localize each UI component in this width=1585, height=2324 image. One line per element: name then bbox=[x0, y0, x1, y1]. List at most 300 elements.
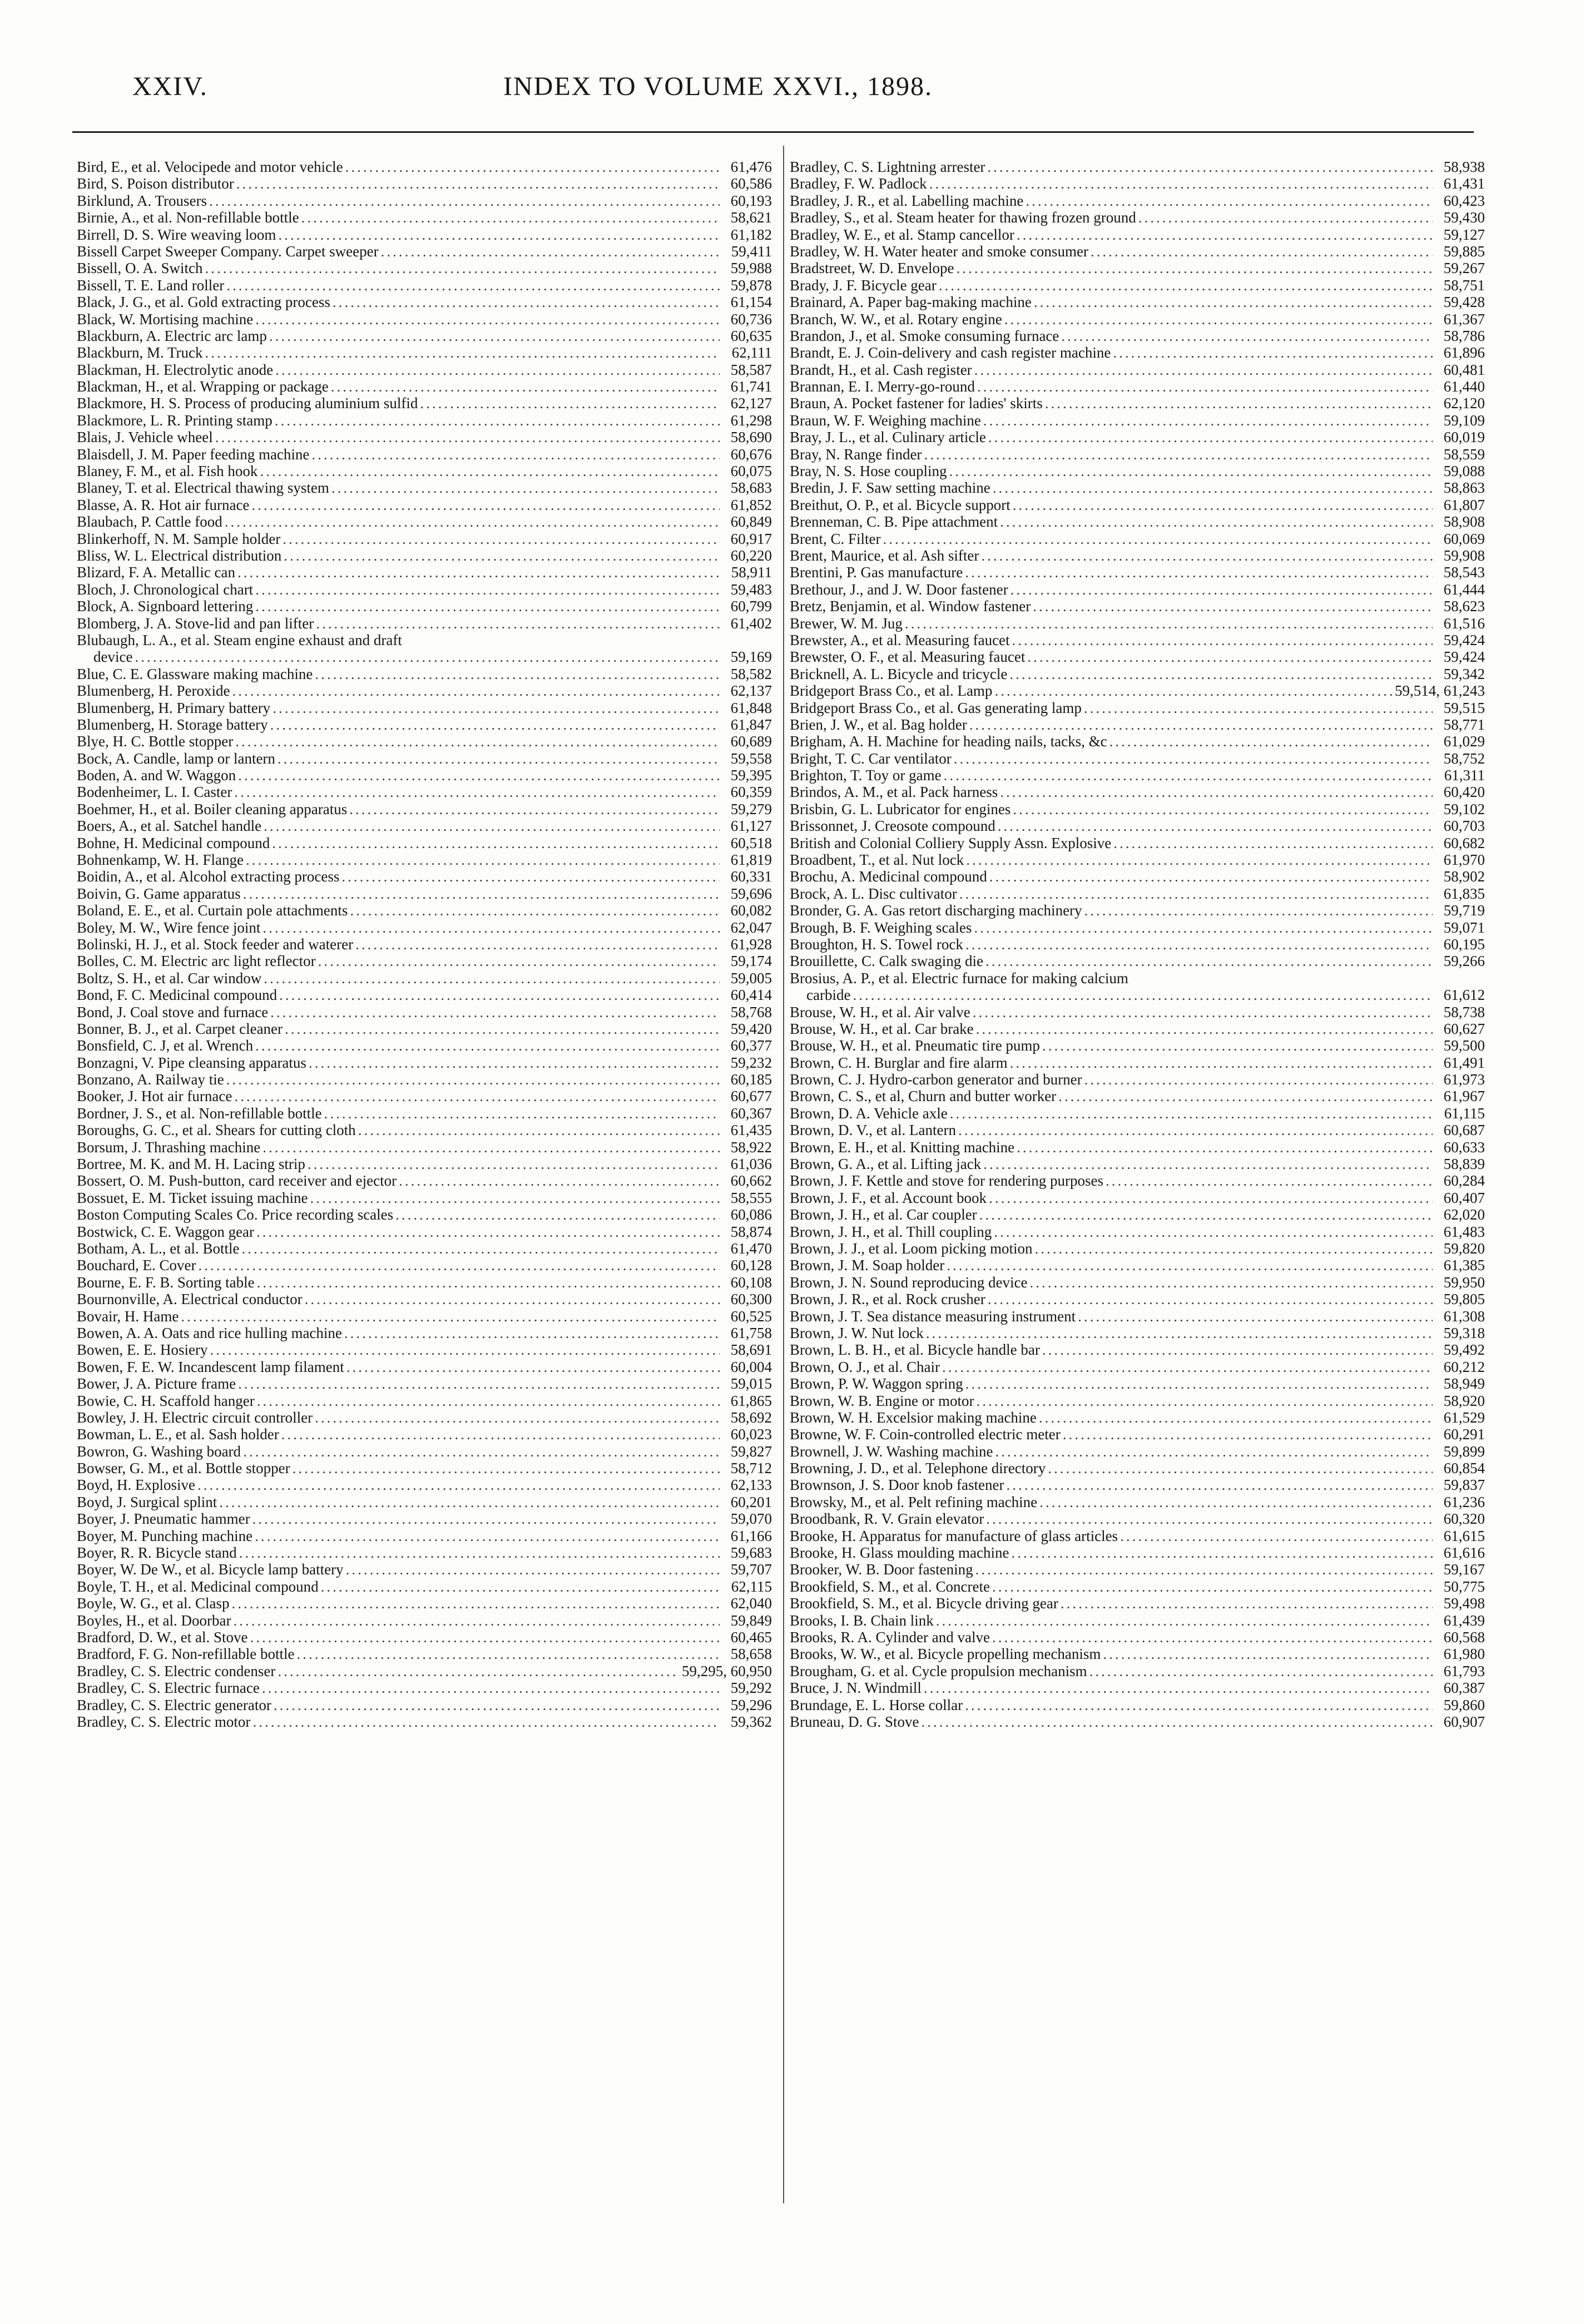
dot-leader bbox=[969, 716, 1433, 733]
entry-name: Birklund, A. Trousers bbox=[77, 192, 207, 209]
index-entry bbox=[77, 767, 772, 784]
index-entry bbox=[790, 1629, 1485, 1646]
dot-leader bbox=[924, 446, 1433, 463]
dot-leader bbox=[135, 648, 720, 665]
patent-number: 62,133 bbox=[730, 1476, 772, 1494]
index-entry bbox=[790, 817, 1485, 834]
index-entry bbox=[77, 733, 772, 750]
dot-leader bbox=[181, 1308, 720, 1325]
patent-number: 60,367 bbox=[730, 1104, 772, 1122]
entry-name: Bray, N. S. Hose coupling bbox=[790, 463, 947, 480]
dot-leader bbox=[1063, 1426, 1433, 1443]
entry-name: Blackmore, L. R. Printing stamp bbox=[77, 412, 273, 429]
patent-number: 60,193 bbox=[730, 192, 772, 209]
index-entry bbox=[790, 564, 1485, 581]
dot-leader bbox=[318, 953, 720, 969]
entry-name: Bissell, T. E. Land roller bbox=[77, 276, 225, 294]
patent-number: 60,736 bbox=[730, 310, 772, 328]
entry-name: Block, A. Signboard lettering bbox=[77, 598, 254, 615]
patent-number: 59,169 bbox=[730, 648, 772, 666]
dot-leader bbox=[966, 851, 1433, 868]
entry-name: Browsky, M., et al. Pelt refining machine bbox=[790, 1493, 1038, 1510]
index-entry bbox=[77, 700, 772, 716]
entry-name: Brewster, O. F., et al. Measuring faucet bbox=[790, 648, 1026, 666]
patent-number: 61,298 bbox=[730, 412, 772, 429]
dot-leader bbox=[1009, 666, 1433, 682]
dot-leader bbox=[949, 463, 1433, 479]
index-entry bbox=[790, 835, 1485, 851]
dot-leader bbox=[1029, 1274, 1433, 1291]
patent-number: 60,075 bbox=[730, 463, 772, 480]
patent-number: 58,691 bbox=[730, 1341, 772, 1359]
patent-number: 59,318 bbox=[1443, 1324, 1485, 1341]
patent-number: 61,758 bbox=[730, 1324, 772, 1341]
patent-number: 58,751 bbox=[1443, 276, 1485, 294]
patent-number: 60,682 bbox=[1443, 834, 1485, 851]
index-entry bbox=[77, 817, 772, 834]
index-entry bbox=[790, 328, 1485, 344]
dot-leader bbox=[219, 1494, 720, 1510]
entry-name: Bower, J. A. Picture frame bbox=[77, 1375, 236, 1393]
dot-leader bbox=[1084, 902, 1433, 919]
patent-number: 59,420 bbox=[730, 1020, 772, 1037]
index-entry bbox=[790, 615, 1485, 632]
index-entry bbox=[790, 953, 1485, 969]
dot-leader bbox=[1027, 648, 1433, 665]
dot-leader bbox=[256, 1223, 720, 1240]
dot-leader bbox=[285, 1020, 720, 1037]
entry-name: Blaisdell, J. M. Paper feeding machine bbox=[77, 445, 310, 463]
entry-name: Bird, E., et al. Velocipede and motor vehicle bbox=[77, 158, 343, 175]
patent-number: 59,860 bbox=[1443, 1696, 1485, 1713]
dot-leader bbox=[965, 1375, 1433, 1392]
entry-name: Bourne, E. F. B. Sorting table bbox=[77, 1274, 255, 1291]
patent-number: 59,295, 60,950 bbox=[682, 1662, 772, 1679]
entry-name: Brent, C. Filter bbox=[790, 530, 881, 547]
entry-name: Blomberg, J. A. Stove-lid and pan lifter bbox=[77, 615, 314, 632]
dot-leader bbox=[270, 1004, 720, 1020]
patent-number: 61,311 bbox=[1444, 767, 1485, 784]
patent-number: 59,719 bbox=[1443, 902, 1485, 919]
patent-number: 59,498 bbox=[1443, 1595, 1485, 1612]
index-entry bbox=[77, 970, 772, 987]
patent-number: 60,627 bbox=[1443, 1020, 1485, 1037]
entry-name: Brentini, P. Gas manufacture bbox=[790, 564, 963, 581]
patent-number: 59,500 bbox=[1443, 1037, 1485, 1054]
entry-name: Brooker, W. B. Door fastening bbox=[790, 1561, 973, 1578]
index-entry bbox=[77, 1646, 772, 1662]
index-entry bbox=[790, 801, 1485, 817]
index-entry bbox=[790, 1139, 1485, 1156]
index-entry bbox=[77, 1426, 772, 1443]
dot-leader bbox=[215, 429, 720, 445]
dot-leader bbox=[349, 801, 720, 817]
patent-number: 59,988 bbox=[730, 260, 772, 277]
patent-number: 60,284 bbox=[1443, 1172, 1485, 1190]
dot-leader bbox=[1089, 1663, 1433, 1679]
index-entry bbox=[77, 1156, 772, 1172]
index-entry bbox=[77, 716, 772, 733]
index-entry bbox=[790, 1037, 1485, 1054]
entry-name: Blackburn, A. Electric arc lamp bbox=[77, 327, 267, 344]
index-entry bbox=[790, 885, 1485, 902]
dot-leader bbox=[355, 936, 720, 953]
column-divider bbox=[783, 146, 784, 2203]
index-entry bbox=[77, 784, 772, 800]
index-entry bbox=[77, 463, 772, 479]
dot-leader bbox=[243, 1443, 720, 1460]
entry-name: Bond, F. C. Medicinal compound bbox=[77, 987, 278, 1004]
patent-number: 62,115 bbox=[731, 1578, 772, 1595]
entry-name: Blumenberg, H. Primary battery bbox=[77, 699, 271, 716]
index-entry bbox=[790, 429, 1485, 445]
entry-name: Bournonville, A. Electrical conductor bbox=[77, 1291, 303, 1308]
index-entry bbox=[790, 716, 1485, 733]
patent-number: 61,835 bbox=[1443, 885, 1485, 902]
patent-number: 61,385 bbox=[1443, 1257, 1485, 1274]
index-entry bbox=[77, 1223, 772, 1240]
patent-number: 58,908 bbox=[1443, 513, 1485, 531]
patent-number: 58,920 bbox=[1443, 1392, 1485, 1409]
dot-leader bbox=[1012, 632, 1433, 648]
dot-leader bbox=[264, 970, 720, 987]
dot-leader bbox=[237, 564, 720, 581]
index-entry bbox=[790, 463, 1485, 479]
index-column-left bbox=[77, 158, 772, 1730]
entry-name: Bouchard, E. Cover bbox=[77, 1257, 196, 1274]
index-entry bbox=[790, 1476, 1485, 1493]
dot-leader bbox=[197, 1476, 720, 1493]
dot-leader bbox=[350, 902, 720, 919]
dot-leader bbox=[998, 817, 1433, 834]
patent-number: 60,004 bbox=[730, 1358, 772, 1375]
entry-name: Broodbank, R. V. Grain elevator bbox=[790, 1510, 984, 1528]
patent-number: 60,414 bbox=[730, 987, 772, 1004]
index-entry bbox=[77, 598, 772, 615]
entry-name: Blaney, F. M., et al. Fish hook bbox=[77, 463, 258, 480]
dot-leader bbox=[344, 1325, 720, 1341]
index-entry bbox=[77, 158, 772, 175]
dot-leader bbox=[1017, 1139, 1433, 1156]
patent-number: 59,342 bbox=[1443, 665, 1485, 682]
entry-name: Boyer, R. R. Bicycle stand bbox=[77, 1544, 237, 1562]
patent-number: 59,827 bbox=[730, 1443, 772, 1460]
index-entry bbox=[77, 497, 772, 513]
index-entry bbox=[790, 497, 1485, 513]
dot-leader bbox=[965, 564, 1433, 581]
dot-leader bbox=[988, 429, 1433, 445]
dot-leader bbox=[1042, 1341, 1433, 1358]
patent-number: 58,621 bbox=[730, 209, 772, 226]
patent-number: 61,236 bbox=[1443, 1493, 1485, 1510]
dot-leader bbox=[255, 598, 720, 615]
patent-number: 59,071 bbox=[1443, 919, 1485, 936]
entry-name: Brown, J. M. Soap holder bbox=[790, 1257, 945, 1274]
dot-leader bbox=[345, 158, 720, 175]
patent-number: 61,516 bbox=[1443, 615, 1485, 632]
index-entry bbox=[77, 1257, 772, 1274]
patent-number: 58,863 bbox=[1443, 479, 1485, 497]
dot-leader bbox=[255, 1528, 720, 1544]
entry-name: Bradley, W. H. Water heater and smoke consumer bbox=[790, 242, 1088, 260]
patent-number: 61,154 bbox=[730, 294, 772, 311]
patent-number: 61,431 bbox=[1443, 175, 1485, 192]
index-entry bbox=[790, 361, 1485, 378]
entry-name: Brouse, W. H., et al. Car brake bbox=[790, 1020, 974, 1037]
patent-number: 61,470 bbox=[730, 1240, 772, 1257]
dot-leader bbox=[1103, 1646, 1433, 1662]
entry-name: Brookfield, S. M., et al. Bicycle driving gear bbox=[790, 1595, 1058, 1612]
dot-leader bbox=[1026, 192, 1433, 209]
header-rule bbox=[72, 131, 1474, 133]
entry-name: Brigham, A. H. Machine for heading nails, tacks, &c bbox=[790, 733, 1107, 750]
patent-number: 60,662 bbox=[730, 1172, 772, 1190]
dot-leader bbox=[341, 868, 720, 885]
dot-leader bbox=[950, 1105, 1433, 1122]
index-entry bbox=[77, 1393, 772, 1409]
patent-number: 61,928 bbox=[730, 935, 772, 953]
dot-leader bbox=[316, 615, 720, 632]
entry-name: Brown, J. F. Kettle and stove for rendering purposes bbox=[790, 1172, 1103, 1190]
patent-number: 59,805 bbox=[1443, 1291, 1485, 1308]
patent-number: 60,703 bbox=[1443, 817, 1485, 835]
index-entry bbox=[77, 1071, 772, 1088]
entry-name: Bonzano, A. Railway tie bbox=[77, 1071, 224, 1088]
entry-name: Bowman, L. E., et al. Sash holder bbox=[77, 1426, 279, 1443]
entry-name: Blumenberg, H. Storage battery bbox=[77, 716, 268, 733]
patent-number: 59,411 bbox=[731, 242, 772, 260]
dot-leader bbox=[995, 1443, 1433, 1460]
dot-leader bbox=[983, 412, 1433, 429]
entry-name: Bohnenkamp, W. H. Flange bbox=[77, 851, 244, 869]
index-entry bbox=[77, 1206, 772, 1223]
dot-leader bbox=[274, 1697, 720, 1713]
dot-leader bbox=[936, 1612, 1433, 1629]
dot-leader bbox=[283, 531, 720, 547]
entry-name: Boden, A. and W. Waggon bbox=[77, 767, 236, 784]
entry-name: Bostwick, C. E. Waggon gear bbox=[77, 1223, 255, 1240]
patent-number: 60,799 bbox=[730, 598, 772, 615]
dot-leader bbox=[278, 1663, 680, 1679]
index-entry bbox=[790, 1054, 1485, 1071]
entry-name: Boland, E. E., et al. Curtain pole attachments bbox=[77, 902, 348, 919]
patent-number: 61,127 bbox=[730, 817, 772, 835]
patent-number: 59,899 bbox=[1443, 1443, 1485, 1460]
entry-name: Brighton, T. Toy or game bbox=[790, 767, 942, 784]
patent-number: 62,127 bbox=[730, 395, 772, 412]
index-entry bbox=[77, 1291, 772, 1307]
entry-name: Brandt, H., et al. Cash register bbox=[790, 361, 972, 378]
index-entry bbox=[77, 1190, 772, 1206]
patent-number: 58,623 bbox=[1443, 598, 1485, 615]
entry-name: Bortree, M. K. and M. H. Lacing strip bbox=[77, 1156, 305, 1173]
entry-name: Bossuet, E. M. Ticket issuing machine bbox=[77, 1189, 308, 1206]
dot-leader bbox=[1000, 784, 1433, 800]
dot-leader bbox=[273, 700, 720, 716]
dot-leader bbox=[262, 919, 720, 936]
entry-name: Brown, W. H. Excelsior making machine bbox=[790, 1409, 1037, 1426]
entry-name: Broadbent, T., et al. Nut lock bbox=[790, 851, 964, 869]
patent-number: 60,518 bbox=[730, 834, 772, 851]
index-entry bbox=[77, 412, 772, 429]
entry-name: Blumenberg, H. Peroxide bbox=[77, 682, 230, 700]
entry-name: Bodenheimer, L. I. Caster bbox=[77, 784, 232, 801]
index-entry bbox=[790, 1443, 1485, 1460]
dot-leader bbox=[1042, 1037, 1433, 1054]
patent-number: 60,300 bbox=[730, 1291, 772, 1308]
entry-name: Brougham, G. et al. Cycle propulsion mechanism bbox=[790, 1662, 1087, 1679]
dot-leader bbox=[1013, 497, 1433, 513]
index-entry bbox=[77, 260, 772, 276]
entry-name: Brown, E. H., et al. Knitting machine bbox=[790, 1138, 1015, 1156]
patent-number: 58,559 bbox=[1443, 445, 1485, 463]
patent-number: 58,771 bbox=[1443, 716, 1485, 733]
index-entry bbox=[790, 784, 1485, 800]
index-entry bbox=[790, 1004, 1485, 1020]
entry-name: Birrell, D. S. Wire weaving loom bbox=[77, 226, 276, 243]
index-entry bbox=[790, 412, 1485, 429]
index-entry bbox=[790, 598, 1485, 615]
index-entry bbox=[790, 700, 1485, 716]
patent-number: 60,359 bbox=[730, 784, 772, 801]
entry-name: Brenneman, C. B. Pipe attachment bbox=[790, 513, 998, 531]
patent-number: 61,444 bbox=[1443, 581, 1485, 598]
dot-leader bbox=[243, 885, 720, 902]
entry-name: Brewster, A., et al. Measuring faucet bbox=[790, 631, 1010, 648]
patent-number: 61,896 bbox=[1443, 344, 1485, 361]
dot-leader bbox=[1061, 328, 1433, 344]
dot-leader bbox=[233, 1612, 720, 1629]
patent-number: 59,109 bbox=[1443, 412, 1485, 429]
dot-leader bbox=[1048, 1460, 1433, 1476]
index-entry bbox=[77, 328, 772, 344]
dot-leader bbox=[1004, 311, 1433, 328]
index-entry bbox=[77, 632, 772, 648]
index-entry bbox=[77, 1476, 772, 1493]
entry-name: Boley, M. W., Wire fence joint bbox=[77, 919, 261, 936]
patent-number: 59,296 bbox=[730, 1696, 772, 1713]
dot-leader bbox=[975, 1561, 1433, 1578]
index-entry bbox=[77, 429, 772, 445]
index-entry bbox=[77, 513, 772, 530]
entry-name: Bretz, Benjamin, et al. Window fastener bbox=[790, 598, 1031, 615]
dot-leader bbox=[853, 987, 1433, 1003]
index-entry bbox=[77, 209, 772, 226]
patent-number: 60,586 bbox=[730, 175, 772, 192]
index-entry bbox=[77, 1122, 772, 1138]
entry-name: Boyles, H., et al. Doorbar bbox=[77, 1612, 231, 1629]
entry-name: Boidin, A., et al. Alcohol extracting process bbox=[77, 868, 340, 885]
entry-name: Boivin, G. Game apparatus bbox=[77, 885, 241, 902]
entry-name: Brown, J. H., et al. Thill coupling bbox=[790, 1223, 992, 1240]
index-entry bbox=[790, 1426, 1485, 1443]
index-entry bbox=[790, 851, 1485, 868]
dot-leader bbox=[236, 175, 720, 192]
dot-leader bbox=[1084, 700, 1433, 716]
index-entry bbox=[790, 648, 1485, 665]
entry-name: Boyer, J. Pneumatic hammer bbox=[77, 1510, 250, 1528]
entry-name: Brewer, W. M. Jug bbox=[790, 615, 903, 632]
patent-number: 58,690 bbox=[730, 429, 772, 446]
dot-leader bbox=[983, 1156, 1433, 1172]
index-entry bbox=[790, 395, 1485, 412]
entry-name: Brooke, H. Glass moulding machine bbox=[790, 1544, 1009, 1562]
entry-name: Bowie, C. H. Scaffold hanger bbox=[77, 1392, 255, 1409]
index-entry bbox=[77, 1443, 772, 1460]
patent-number: 60,195 bbox=[1443, 935, 1485, 953]
entry-name: Bronder, G. A. Gas retort discharging machinery bbox=[790, 902, 1082, 919]
dot-leader bbox=[239, 1544, 720, 1561]
patent-number: 60,212 bbox=[1443, 1358, 1485, 1375]
dot-leader bbox=[965, 936, 1433, 953]
entry-name: Brown, J. T. Sea distance measuring instrument bbox=[790, 1307, 1076, 1325]
dot-leader bbox=[275, 412, 720, 429]
patent-number: 58,658 bbox=[730, 1646, 772, 1663]
entry-name: Boston Computing Scales Co. Price recording scales bbox=[77, 1206, 394, 1223]
index-entry bbox=[77, 192, 772, 209]
entry-name: Blubaugh, L. A., et al. Steam engine exhaust and draft bbox=[77, 631, 402, 648]
index-entry bbox=[790, 226, 1485, 243]
patent-number: 61,848 bbox=[730, 699, 772, 716]
patent-number: 61,029 bbox=[1443, 733, 1485, 750]
patent-number: 59,266 bbox=[1443, 953, 1485, 970]
dot-leader bbox=[257, 1393, 720, 1409]
entry-name: Blackman, H. Electrolytic anode bbox=[77, 361, 274, 378]
dot-leader bbox=[255, 311, 720, 328]
index-entry bbox=[77, 226, 772, 243]
entry-name: Brannan, E. I. Merry-go-round bbox=[790, 378, 975, 395]
patent-number: 58,911 bbox=[731, 564, 772, 581]
index-entry bbox=[790, 1460, 1485, 1476]
patent-number: 60,420 bbox=[1443, 784, 1485, 801]
index-entry bbox=[790, 344, 1485, 361]
dot-leader bbox=[988, 1291, 1433, 1307]
dot-leader bbox=[987, 158, 1433, 175]
patent-number: 60,331 bbox=[730, 868, 772, 885]
patent-number: 60,185 bbox=[730, 1071, 772, 1088]
dot-leader bbox=[226, 1071, 720, 1088]
patent-number: 59,707 bbox=[730, 1561, 772, 1578]
dot-leader bbox=[1091, 243, 1433, 260]
page-header bbox=[0, 0, 1585, 128]
patent-number: 61,367 bbox=[1443, 310, 1485, 328]
index-entry bbox=[77, 1020, 772, 1037]
dot-leader bbox=[255, 581, 720, 598]
patent-number: 58,692 bbox=[730, 1409, 772, 1426]
index-entry bbox=[77, 547, 772, 564]
entry-name: Brochu, A. Medicinal compound bbox=[790, 868, 987, 885]
index-entry bbox=[77, 1375, 772, 1392]
dot-leader bbox=[225, 513, 720, 530]
entry-name: Bright, T. C. Car ventilator bbox=[790, 750, 952, 767]
dot-leader bbox=[278, 226, 720, 243]
index-entry bbox=[790, 1020, 1485, 1037]
index-entry bbox=[77, 1139, 772, 1156]
dot-leader bbox=[252, 1713, 720, 1730]
index-entry bbox=[77, 1088, 772, 1104]
entry-name: Borsum, J. Thrashing machine bbox=[77, 1138, 261, 1156]
entry-name: Blackmore, H. S. Process of producing aluminium sulfid bbox=[77, 395, 418, 412]
index-entry bbox=[790, 1122, 1485, 1138]
dot-leader bbox=[992, 1629, 1433, 1646]
dot-leader bbox=[308, 1156, 720, 1172]
patent-number: 58,712 bbox=[730, 1460, 772, 1477]
index-entry bbox=[790, 1240, 1485, 1257]
index-entry bbox=[77, 1663, 772, 1679]
entry-name: Brethour, J., and J. W. Door fastener bbox=[790, 581, 1008, 598]
entry-name: Bovair, H. Hame bbox=[77, 1307, 179, 1325]
index-entry bbox=[77, 885, 772, 902]
